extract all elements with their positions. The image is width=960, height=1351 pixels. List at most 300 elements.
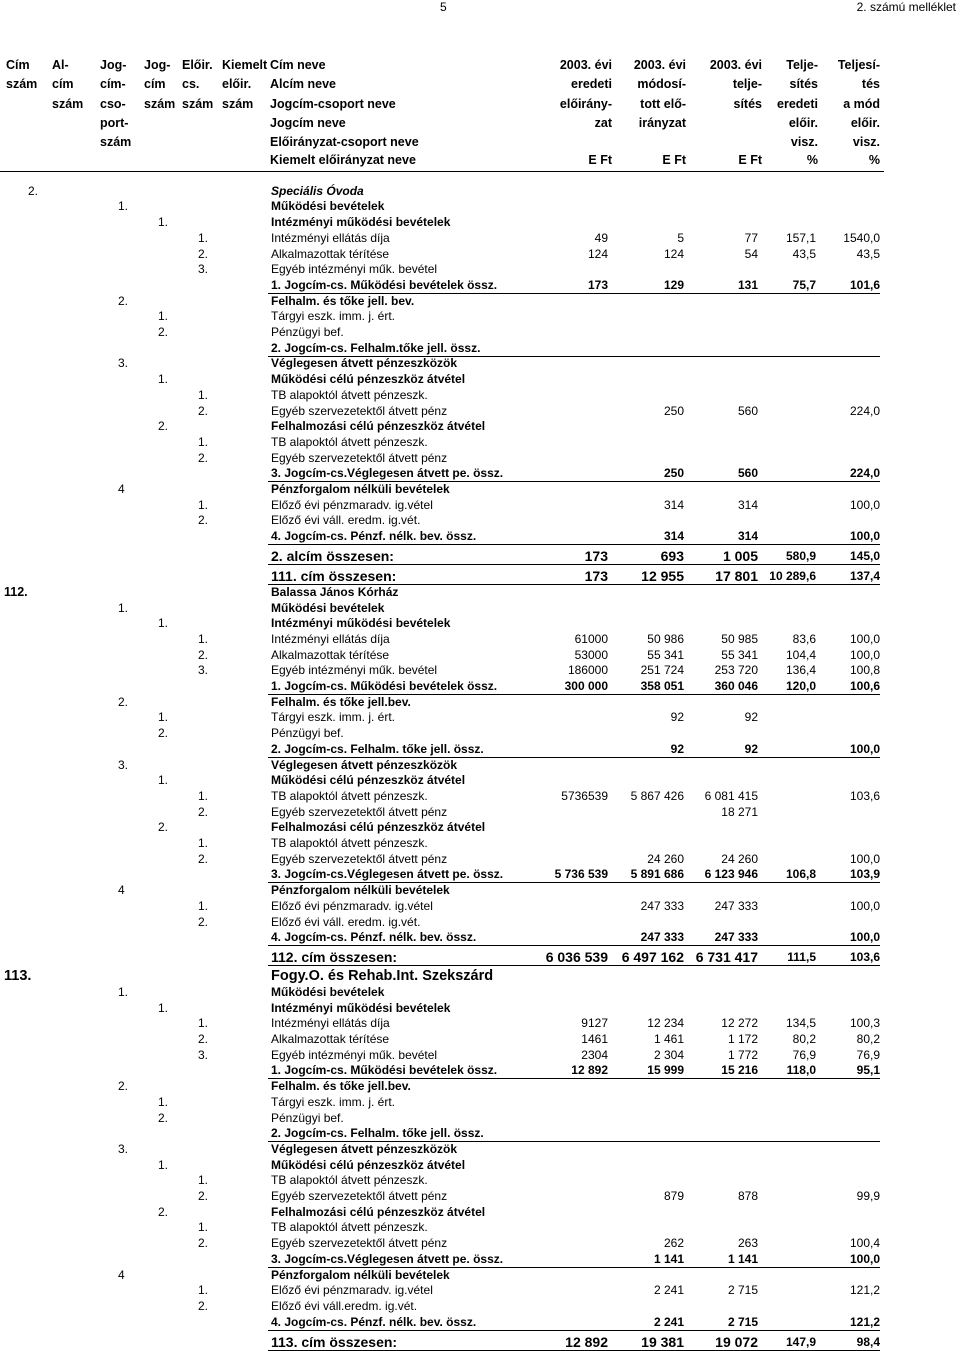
row-value: 263 (737, 1236, 758, 1251)
table-row (0, 757, 960, 773)
table-row (0, 1031, 960, 1047)
row-value: 1461 (581, 1032, 608, 1046)
row-value: 100,8 (849, 663, 880, 678)
row-code: 1. (158, 616, 169, 631)
row-value: 136,4 (785, 663, 816, 678)
row-value: 55 341 (647, 647, 684, 662)
row-code: 2. (198, 513, 209, 528)
header-cell-v2: E Ft (662, 153, 686, 167)
row-label: 2. Jogcím-cs. Felhalm. tőke jell. össz. (271, 1126, 484, 1141)
table-row (0, 183, 960, 199)
row-code: 2. (198, 914, 209, 929)
row-code: 1. (198, 1283, 209, 1298)
row-code: 2. (198, 1032, 209, 1046)
row-label: Pénzforgalom nélküli bevételek (271, 883, 450, 898)
row-code: 2. (198, 647, 209, 662)
table-row (0, 434, 960, 450)
row-label: Intézményi működési bevételek (271, 1000, 451, 1015)
row-value: 98,4 (856, 1334, 880, 1349)
row-code: 3. (118, 1141, 129, 1156)
row-value: 147,9 (785, 1334, 816, 1349)
table-row (0, 198, 960, 214)
row-label: Intézményi működési bevételek (271, 616, 451, 631)
header-cell-p1: sítés (789, 77, 818, 91)
row-value: 121,2 (849, 1283, 880, 1298)
row-label: Pénzügyi bef. (271, 726, 344, 741)
header-cell-v1: E Ft (588, 153, 612, 167)
header-row (0, 95, 960, 114)
row-code: 2. (118, 694, 129, 709)
row-value: 250 (663, 466, 684, 481)
row-code: 1. (198, 1016, 209, 1031)
section-title-row (0, 968, 960, 984)
row-value: 100,6 (849, 679, 880, 693)
row-label: 1. Jogcím-cs. Működési bevételek össz. (271, 679, 498, 693)
header-cell-name: Cím neve (270, 58, 326, 72)
row-label: 3. Jogcím-cs.Véglegesen átvett pe. össz. (271, 466, 504, 481)
header-cell-v1: zat (594, 116, 612, 130)
row-value: 2 241 (653, 1283, 684, 1298)
header-cell-cim: Cím (6, 58, 30, 72)
row-value: 1 461 (653, 1032, 684, 1046)
row-code: 1. (198, 788, 209, 803)
row-label: Fogy.O. és Rehab.Int. Szekszárd (271, 968, 494, 985)
row-code: 2. (158, 820, 169, 835)
header-cell-kiemelt: szám (222, 97, 254, 111)
row-value: 50 986 (647, 631, 684, 646)
row-value: 131 (737, 277, 758, 292)
row-code: 1. (158, 372, 169, 387)
row-label: Előző évi pénzmaradv. ig.vétel (271, 497, 433, 512)
table-row (0, 772, 960, 788)
row-value: 43,5 (792, 246, 816, 261)
row-value: 251 724 (640, 663, 684, 678)
row-label: Egyéb szervezetektől átvett pénz (271, 804, 448, 819)
table-row (0, 631, 960, 647)
row-value: 43,5 (856, 246, 880, 261)
total-row (0, 568, 960, 584)
header-cell-v1: előirány- (559, 97, 612, 111)
header-cell-jog: Jog- (100, 58, 127, 72)
row-code: 2. (198, 851, 209, 866)
row-value: 120,0 (785, 679, 816, 693)
row-label: Véglegesen átvett pénzeszközök (271, 757, 458, 772)
row-value: 1 772 (727, 1047, 758, 1062)
header-cell-v2: módosí- (637, 77, 686, 91)
row-value: 6 081 415 (704, 788, 758, 803)
row-label: Felhalm. és tőke jell.bev. (271, 1079, 411, 1094)
row-value: 314 (737, 529, 758, 544)
row-value: 2 715 (727, 1283, 758, 1298)
row-value: 100,0 (849, 930, 880, 945)
header-row (0, 75, 960, 94)
table-row (0, 804, 960, 820)
table-row (0, 882, 960, 898)
table-row (0, 246, 960, 262)
row-value: 224,0 (849, 466, 880, 481)
row-value: 9127 (581, 1016, 608, 1031)
row-value: 100,0 (849, 741, 880, 756)
row-label: Felhalmozási célú pénzeszköz átvétel (271, 419, 486, 434)
subtotal-underline (268, 945, 880, 946)
row-value: 253 720 (714, 663, 758, 678)
table-row (0, 1314, 960, 1330)
row-code: 1. (158, 710, 169, 725)
table-row (0, 1015, 960, 1031)
table-row (0, 387, 960, 403)
table-row (0, 230, 960, 246)
header-cell-v1: eredeti (571, 77, 612, 91)
header-cell-p1: eredeti (777, 97, 818, 111)
row-value: 100,0 (849, 851, 880, 866)
table-row (0, 866, 960, 882)
row-label: 111. cím összesen: (271, 568, 397, 585)
row-label: 4. Jogcím-cs. Pénzf. nélk. bev. össz. (271, 930, 477, 945)
header-cell-p2: % (868, 153, 880, 167)
table-row (0, 678, 960, 694)
row-label: TB alapoktól átvett pénzeszk. (271, 434, 428, 449)
table-row (0, 1000, 960, 1016)
table-row (0, 835, 960, 851)
row-code: 2. (118, 293, 129, 308)
row-value: 247 333 (714, 898, 758, 913)
table-row (0, 1219, 960, 1235)
table-row (0, 600, 960, 616)
row-label: Intézményi ellátás díja (271, 1016, 390, 1031)
row-label: TB alapoktól átvett pénzeszk. (271, 1173, 428, 1188)
header-cell-name: Jogcím-csoport neve (270, 97, 396, 111)
row-value: 129 (663, 277, 684, 292)
header-cell-v2: irányzat (638, 116, 686, 130)
row-value: 2 241 (653, 1314, 684, 1329)
header-cell-p1: előir. (788, 116, 818, 130)
header-cell-name: Kiemelt előirányzat neve (270, 153, 416, 167)
row-code: 1. (158, 1000, 169, 1015)
row-value: 100,0 (849, 1251, 880, 1266)
row-value: 92 (670, 710, 684, 725)
row-value: 12 892 (571, 1063, 608, 1078)
row-value: 1 005 (722, 548, 758, 565)
table-row (0, 1047, 960, 1063)
header-cell-p2: visz. (852, 135, 880, 149)
table-row (0, 1204, 960, 1220)
table-row (0, 1172, 960, 1188)
page-number: 5 (440, 0, 447, 14)
row-value: 1 172 (727, 1032, 758, 1046)
table-row (0, 1078, 960, 1094)
table-row (0, 1125, 960, 1141)
header-cell-alcim: Al- (52, 58, 69, 72)
row-value: 49 (594, 230, 608, 245)
row-value: 6 123 946 (704, 867, 758, 882)
header-cell-jog: cím- (100, 77, 126, 91)
row-value: 5 891 686 (630, 867, 684, 882)
table-row (0, 914, 960, 930)
row-value: 103,6 (849, 788, 880, 803)
row-code: 1. (118, 984, 129, 999)
table-row (0, 214, 960, 230)
table-row (0, 355, 960, 371)
row-label: Egyéb szervezetektől átvett pénz (271, 851, 448, 866)
header-row (0, 151, 960, 170)
row-label: Működési bevételek (271, 199, 385, 214)
row-value: 6 497 162 (621, 949, 684, 966)
table-row (0, 481, 960, 497)
row-value: 6 731 417 (695, 949, 758, 966)
row-value: 100,0 (849, 647, 880, 662)
row-label: Működési célú pénzeszköz átvétel (271, 1157, 466, 1172)
row-value: 878 (737, 1189, 758, 1203)
table-row (0, 1267, 960, 1283)
row-label: 4. Jogcím-cs. Pénzf. nélk. bev. össz. (271, 529, 477, 544)
row-value: 61000 (574, 631, 608, 646)
row-label: Intézményi ellátás díja (271, 230, 390, 245)
row-value: 12 234 (647, 1016, 684, 1031)
row-value: 262 (663, 1236, 684, 1251)
row-value: 118,0 (786, 1063, 816, 1078)
row-value: 99,9 (856, 1189, 880, 1203)
row-label: Egyéb szervezetektől átvett pénz (271, 1236, 448, 1251)
row-value: 560 (737, 466, 758, 481)
annex-label: 2. számú melléklet (856, 0, 956, 14)
row-value: 250 (663, 403, 684, 418)
header-cell-jog: port- (100, 116, 129, 130)
row-label: 2. Jogcím-cs. Felhalm.tőke jell. össz. (271, 340, 481, 355)
header-cell-p2: tés (861, 77, 880, 91)
row-value: 173 (584, 568, 608, 585)
row-label: Pénzforgalom nélküli bevételek (271, 482, 450, 496)
header-row (0, 56, 960, 75)
row-label: Felhalm. és tőke jell. bev. (271, 293, 415, 308)
row-value: 314 (737, 497, 758, 512)
row-value: 19 072 (715, 1333, 758, 1350)
total-row (0, 949, 960, 965)
header-cell-name: Jogcím neve (270, 116, 346, 130)
table-row (0, 709, 960, 725)
row-label: Alkalmazottak térítése (271, 647, 390, 662)
table-row (0, 788, 960, 804)
table-row (0, 694, 960, 710)
row-value: 100,0 (849, 497, 880, 512)
row-label: Balassa János Kórház (271, 584, 399, 599)
table-row (0, 308, 960, 324)
subtotal-underline (268, 965, 880, 966)
row-label: TB alapoktól átvett pénzeszk. (271, 836, 428, 850)
row-value: 358 051 (640, 679, 684, 693)
header-cell-cim: szám (6, 77, 38, 91)
row-code: 3. (118, 757, 129, 772)
row-value: 5736539 (561, 788, 608, 803)
row-label: Felhalm. és tőke jell.bev. (271, 694, 411, 709)
table-row (0, 1282, 960, 1298)
header-cell-jog: cso- (100, 97, 126, 111)
row-value: 76,9 (856, 1047, 880, 1062)
row-value: 19 381 (641, 1333, 684, 1350)
row-label: Előző évi pénzmaradv. ig.vétel (271, 1283, 433, 1298)
table-row (0, 984, 960, 1000)
row-value: 134,5 (785, 1016, 816, 1031)
row-label: Egyéb szervezetektől átvett pénz (271, 450, 448, 465)
row-code: 1. (198, 497, 209, 512)
table-row (0, 1157, 960, 1173)
row-value: 77 (744, 230, 758, 245)
row-value: 75,7 (792, 277, 816, 292)
row-value: 2 304 (653, 1047, 684, 1062)
row-value: 55 341 (721, 647, 758, 662)
row-value: 18 271 (721, 804, 758, 819)
row-label: 3. Jogcím-cs.Véglegesen átvett pe. össz. (271, 1251, 504, 1266)
table-row (0, 324, 960, 340)
row-value: 100,0 (849, 529, 880, 544)
row-value: 360 046 (714, 679, 758, 693)
header-cell-p2: Teljesí- (837, 58, 880, 72)
header-cell-name: Alcím neve (270, 77, 337, 91)
row-label: Véglegesen átvett pénzeszközök (271, 1141, 458, 1156)
row-label: Pénzforgalom nélküli bevételek (271, 1267, 450, 1282)
row-code: 1. (198, 1173, 209, 1188)
header-row (0, 114, 960, 133)
table-row (0, 1188, 960, 1204)
row-value: 580,9 (785, 549, 816, 564)
table-row (0, 1110, 960, 1126)
header-cell-p1: visz. (790, 135, 818, 149)
header-cell-v1: 2003. évi (559, 58, 612, 72)
row-label: Előző évi pénzmaradv. ig.vétel (271, 898, 433, 913)
header-cell-eloir: Előir. (182, 58, 213, 72)
row-value: 879 (663, 1189, 684, 1203)
row-value: 83,6 (792, 631, 816, 646)
row-value: 100,0 (849, 631, 880, 646)
row-value: 103,6 (849, 950, 880, 965)
subtotal-underline (268, 1350, 880, 1351)
table-row (0, 819, 960, 835)
row-label: 2. Jogcím-cs. Felhalm. tőke jell. össz. (271, 741, 484, 756)
row-code: 1. (158, 1094, 169, 1109)
row-value: 247 333 (640, 898, 684, 913)
row-code: 1. (158, 215, 169, 230)
header-cell-jog: szám (100, 135, 132, 149)
row-label: Előző évi váll. eredm. ig.vét. (271, 513, 421, 528)
row-code: 4 (118, 883, 125, 898)
row-value: 111,5 (787, 950, 816, 965)
row-code: 2. (198, 403, 209, 418)
table-row (0, 497, 960, 513)
table-row (0, 293, 960, 309)
row-label: Előző évi váll. eredm. ig.vét. (271, 914, 421, 929)
row-code: 2. (118, 1079, 129, 1094)
row-code: 1. (198, 434, 209, 449)
row-value: 300 000 (564, 679, 608, 693)
row-value: 100,0 (849, 898, 880, 913)
row-value: 80,2 (856, 1032, 880, 1046)
table-row (0, 725, 960, 741)
table-row (0, 615, 960, 631)
row-label: Egyéb szervezetektől átvett pénz (271, 1189, 448, 1203)
row-code: 2. (198, 1189, 209, 1203)
row-label: 1. Jogcím-cs. Működési bevételek össz. (271, 277, 498, 292)
row-label: 112. cím összesen: (271, 949, 398, 966)
row-value: 12 892 (565, 1333, 608, 1350)
row-label: Működési célú pénzeszköz átvétel (271, 372, 466, 387)
header-cell-v2: 2003. évi (633, 58, 686, 72)
row-value: 15 216 (721, 1063, 758, 1078)
row-code: 1. (198, 631, 209, 646)
row-value: 80,2 (792, 1032, 816, 1046)
table-row (0, 512, 960, 528)
row-value: 5 (677, 230, 684, 245)
row-value: 12 272 (721, 1016, 758, 1031)
table-row (0, 1141, 960, 1157)
table-row (0, 277, 960, 293)
row-label: Működési bevételek (271, 984, 385, 999)
row-value: 50 985 (721, 631, 758, 646)
table-row (0, 647, 960, 663)
header-cell-alcim: cím (52, 77, 74, 91)
row-value: 124 (663, 246, 684, 261)
row-code: 1. (198, 1220, 209, 1235)
table-row (0, 371, 960, 387)
row-label: TB alapoktól átvett pénzeszk. (271, 788, 428, 803)
row-value: 92 (744, 741, 758, 756)
row-value: 24 260 (647, 851, 684, 866)
table-row (0, 261, 960, 277)
row-label: TB alapoktól átvett pénzeszk. (271, 1220, 428, 1235)
row-value: 173 (584, 548, 608, 565)
row-code: 3. (198, 663, 209, 678)
row-value: 10 289,6 (769, 569, 816, 584)
row-value: 15 999 (647, 1063, 684, 1078)
row-value: 100,4 (849, 1236, 880, 1251)
row-code: 1. (158, 1157, 169, 1172)
row-value: 137,4 (849, 569, 880, 584)
row-value: 92 (744, 710, 758, 725)
row-label: 113. cím összesen: (271, 1333, 398, 1350)
table-row (0, 898, 960, 914)
header-cell-p1: % (806, 153, 818, 167)
row-value: 693 (660, 548, 684, 565)
row-value: 124 (587, 246, 608, 261)
row-value: 314 (663, 529, 684, 544)
row-value: 157,1 (785, 230, 816, 245)
row-label: Pénzügyi bef. (271, 325, 344, 339)
row-code: 1. (198, 387, 209, 402)
row-value: 247 333 (714, 930, 758, 945)
table-row (0, 528, 960, 544)
row-code: 2. (198, 1298, 209, 1313)
row-code: 2. (198, 246, 209, 261)
row-value: 5 867 426 (630, 788, 684, 803)
row-label: Intézményi működési bevételek (271, 215, 451, 230)
row-value: 2304 (581, 1047, 608, 1062)
row-code: 2. (158, 325, 169, 339)
row-label: TB alapoktól átvett pénzeszk. (271, 387, 428, 402)
row-code: 113. (4, 968, 32, 985)
row-value: 6 036 539 (545, 949, 608, 966)
header-cell-kiemelt: előir. (222, 77, 252, 91)
row-value: 95,1 (856, 1063, 880, 1078)
table-row (0, 929, 960, 945)
header-divider (0, 171, 884, 172)
header-cell-v3: telje- (732, 77, 762, 91)
table-row (0, 1251, 960, 1267)
table-row (0, 403, 960, 419)
row-label: 3. Jogcím-cs.Véglegesen átvett pe. össz. (271, 867, 504, 882)
row-code: 1. (118, 199, 129, 214)
row-code: 1. (198, 898, 209, 913)
row-value: 5 736 539 (554, 867, 608, 882)
row-value: 247 333 (640, 930, 684, 945)
row-label: Előző évi váll.eredm. ig.vét. (271, 1298, 418, 1313)
